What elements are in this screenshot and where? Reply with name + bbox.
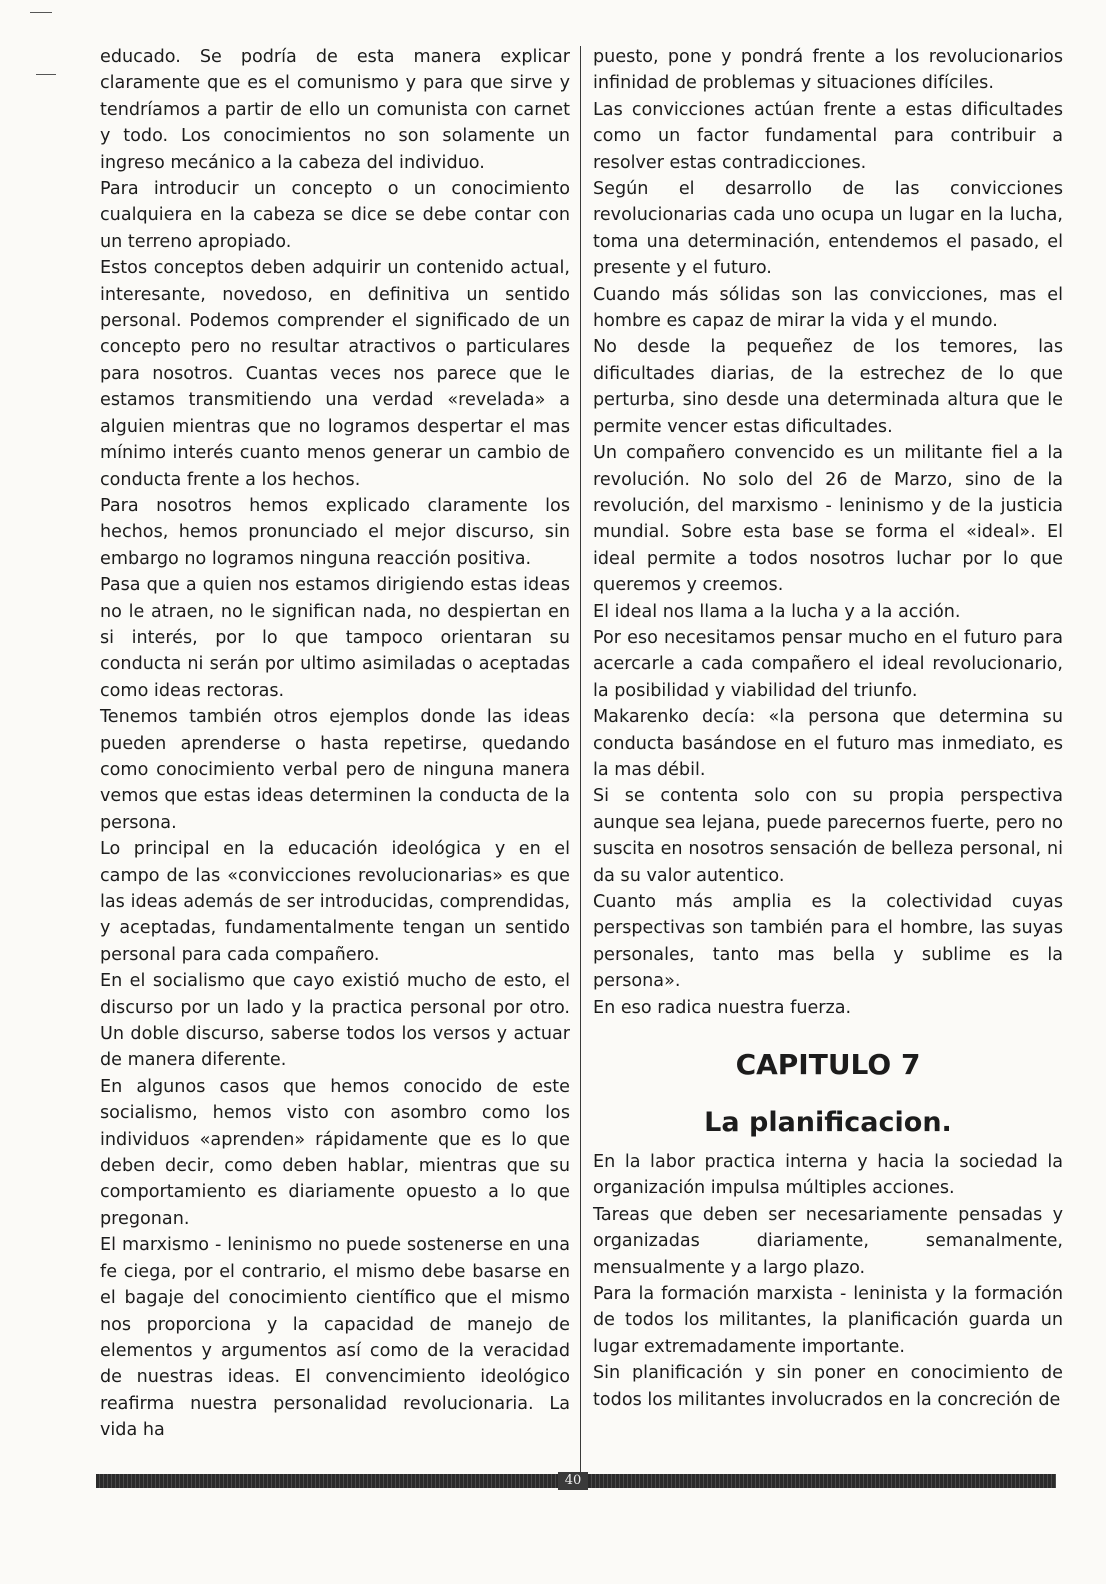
paragraph: Lo principal en la educación ideológica y en el campo de las «convicciones revolucionarias» es que las ideas además de ser introducidas, comprendidas, y aceptadas, fundamentalmente tengan un sentido personal para cada compañero. — [100, 839, 570, 965]
paragraph: El ideal nos llama a la lucha y a la acción. — [593, 601, 961, 622]
paragraph: Cuanto más amplia es la colectividad cuyas perspectivas son también para el hombre, las suyas personales, tanto mas bella y sublime es la persona». — [593, 892, 1063, 992]
paragraph: Para la formación marxista - leninista y la formación de todos los militantes, la planificación guarda un lugar extremadamente importante. — [593, 1284, 1063, 1357]
paragraph: Tareas que deben ser necesariamente pensadas y organizadas diariamente, semanalmente, mensualmente y a largo plazo. — [593, 1204, 1063, 1278]
column-divider — [580, 46, 581, 1474]
paragraph: No desde la pequeñez de los temores, las dificultades diarias, de la estrechez de lo que perturba, sino desde una determinada altura que le permite vencer estas dificultades. — [593, 337, 1063, 437]
scan-mark — [36, 74, 56, 75]
paragraph: Según el desarrollo de las convicciones revolucionarias cada uno ocupa un lugar en la lucha, toma una determinación, entendemos el pasado, el presente y el futuro. — [593, 179, 1063, 279]
chapter-number: CAPITULO 7 — [735, 1048, 921, 1082]
paragraph: En eso radica nuestra fuerza. — [593, 997, 852, 1018]
scan-mark — [30, 12, 52, 13]
paragraph: En el socialismo que cayo existió mucho de esto, el discurso por un lado y la practica personal por otro. Un doble discurso, saberse todos los versos y actuar de manera diferente. — [100, 971, 570, 1071]
left-column — [100, 44, 570, 1444]
paragraph: Sin planificación y sin poner en conocimiento de todos los militantes involucrados en la concreción de — [593, 1363, 1063, 1410]
paragraph: En algunos casos que hemos conocido de este socialismo, hemos visto con asombro como los individuos «aprenden» rápidamente que es lo que deben decir, como deben hablar, mientras que su comportamiento es diariamente opuesto a lo que pregonan. — [100, 1076, 570, 1229]
chapter-title: La planificacion. — [704, 1107, 952, 1139]
paragraph: Si se contenta solo con su propia perspectiva aunque sea lejana, puede parecernos fuerte, pero no suscita en nosotros sensación de belleza personal, ni da su valor autentico. — [593, 786, 1063, 886]
paragraph: Por eso necesitamos pensar mucho en el futuro para acercarle a cada compañero el ideal revolucionario, la posibilidad y viabilidad del triunfo. — [593, 627, 1063, 701]
paragraph: educado. Se podría de esta manera explicar claramente que es el comunismo y para que sirve y tendríamos a partir de ello un comunista con carnet y todo. Los conocimientos no son solamente un ingreso mecánico a la cabeza del individuo. — [100, 47, 570, 173]
paragraph: Estos conceptos deben adquirir un contenido actual, interesante, novedoso, en definitiva un sentido personal. Podemos comprender el significado de un concepto pero no resultar atractivos o particulares para nosotros. Cuantas veces nos parece que le estamos transmitiendo una verdad «revelada» a alguien mientras que no logramos despertar el mas mínimo interés cuanto menos generar un cambio de conducta frente a los hechos. — [100, 258, 570, 490]
paragraph: Para nosotros hemos explicado claramente los hechos, hemos pronunciado el mejor discurso, sin embargo no logramos ninguna reacción positiva. — [100, 495, 570, 569]
paragraph: En la labor practica interna y hacia la sociedad la organización impulsa múltiples acciones. — [593, 1152, 1063, 1199]
paragraph: puesto, pone y pondrá frente a los revolucionarios infinidad de problemas y situaciones difíciles. — [593, 47, 1063, 94]
paragraph: Pasa que a quien nos estamos dirigiendo estas ideas no le atraen, no le significan nada, no despiertan en si interés, por lo que tampoco orientaran su conducta ni serán por ultimo asimiladas o aceptadas como ideas rectoras. — [100, 575, 570, 701]
paragraph: El marxismo - leninismo no puede sostenerse en una fe ciega, por el contrario, el mismo debe basarse en el bagaje del conocimiento científico que el mismo nos proporciona y la capacidad de manejo de elementos y argumentos así como de la veracidad de nuestras ideas. El convencimiento ideológico reafirma nuestra personalidad revolucionaria. La vida ha — [100, 1235, 570, 1441]
paragraph: Makarenko decía: «la persona que determina su conducta basándose en el futuro mas inmediato, es la mas débil. — [593, 707, 1063, 780]
paragraph: Las convicciones actúan frente a estas dificultades como un factor fundamental para contribuir a resolver estas contradicciones. — [593, 99, 1063, 173]
paragraph: Cuando más sólidas son las convicciones, mas el hombre es capaz de mirar la vida y el mundo. — [593, 284, 1063, 332]
right-column — [593, 44, 1063, 1413]
paragraph: Para introducir un concepto o un conocimiento cualquiera en la cabeza se dice se debe contar con un terreno apropiado. — [100, 179, 570, 252]
page-number: 40 — [558, 1472, 588, 1490]
paragraph: Tenemos también otros ejemplos donde las ideas pueden aprenderse o hasta repetirse, quedando como conocimiento verbal pero de ninguna manera vemos que estas ideas determinen la conducta de la persona. — [100, 707, 570, 833]
paragraph: Un compañero convencido es un militante fiel a la revolución. No solo del 26 de Marzo, sino de la revolución, del marxismo - leninismo y de la justicia mundial. Sobre esta base se forma el «ideal». El ideal permite a todos nosotros luchar por lo que queremos y creemos. — [593, 443, 1063, 596]
